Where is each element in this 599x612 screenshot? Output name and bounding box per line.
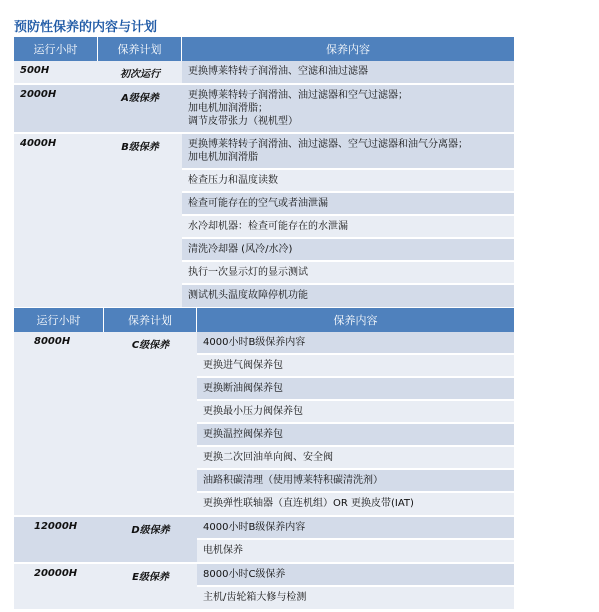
content-item: 测试机头温度故障停机功能 — [182, 285, 514, 307]
content-item: 4000小时B级保养内容 — [197, 517, 514, 540]
maintenance-table-2 — [14, 308, 514, 611]
table-row — [14, 332, 514, 517]
content-item: 更换断油阀保养包 — [197, 378, 514, 401]
content-item: 更换博莱特转子润滑油、油过滤器和空气过滤器； 加电机加润滑脂； 调节皮带张力（视机型） — [182, 85, 514, 132]
plan-cell: A级保养 — [121, 93, 159, 104]
content-item: 更换博莱特转子润滑油、空滤和油过滤器 — [182, 61, 514, 83]
plan-cell: E级保养 — [132, 572, 169, 583]
content-item: 检查可能存在的空气或者油泄漏 — [182, 193, 514, 216]
table-row — [14, 564, 514, 611]
content-item: 执行一次显示灯的显示测试 — [182, 262, 514, 285]
header-cell: 保养内容 — [333, 314, 378, 327]
content-item: 更换进气阀保养包 — [197, 355, 514, 378]
hours-cell: 12000H — [34, 521, 78, 532]
plan-cell: 初次运行 — [120, 69, 160, 80]
content-item: 清洗冷却器 (风冷/水冷) — [182, 239, 514, 262]
table-header — [14, 308, 514, 332]
table-row — [14, 517, 514, 564]
hours-cell: 4000H — [20, 138, 57, 149]
hours-cell: 20000H — [34, 568, 78, 579]
content-item: 更换最小压力阀保养包 — [197, 401, 514, 424]
hours-cell: 8000H — [34, 336, 71, 347]
hours-cell: 2000H — [20, 89, 57, 100]
hours-cell: 500H — [20, 65, 50, 76]
content-item: 电机保养 — [197, 540, 514, 562]
header-cell: 运行小时 — [14, 308, 104, 332]
content-item: 水冷却机器：检查可能存在的水泄漏 — [182, 216, 514, 239]
table-row — [14, 61, 514, 85]
header-cell: 保养计划 — [104, 308, 197, 332]
header-cell: 保养内容 — [326, 43, 370, 56]
content-item: 更换博莱特转子润滑油、油过滤器、空气过滤器和油气分离器； 加电机加润滑脂 — [182, 134, 514, 170]
content-item: 4000小时B级保养内容 — [197, 332, 514, 355]
content-item: 检查压力和温度读数 — [182, 170, 514, 193]
content-item: 更换温控阀保养包 — [197, 424, 514, 447]
content-item: 主机/齿轮箱大修与检测 — [197, 587, 514, 609]
header-cell: 保养计划 — [98, 37, 182, 61]
plan-cell: B级保养 — [121, 142, 159, 153]
content-item: 更换弹性联轴器（直连机组）OR 更换皮带(IAT) — [197, 493, 514, 515]
page-title: 预防性保养的内容与计划 — [14, 20, 158, 35]
table-row — [14, 85, 514, 134]
content-item: 油路积碳清理（使用博莱特积碳清洗剂） — [197, 470, 514, 493]
content-item: 更换二次回油单向阀、安全阀 — [197, 447, 514, 470]
table-header — [14, 37, 514, 61]
plan-cell: D级保养 — [131, 525, 170, 536]
table-row — [14, 134, 514, 309]
content-item: 8000小时C级保养 — [197, 564, 514, 587]
header-cell: 运行小时 — [14, 37, 98, 61]
plan-cell: C级保养 — [131, 340, 170, 351]
maintenance-table-1 — [14, 37, 514, 309]
